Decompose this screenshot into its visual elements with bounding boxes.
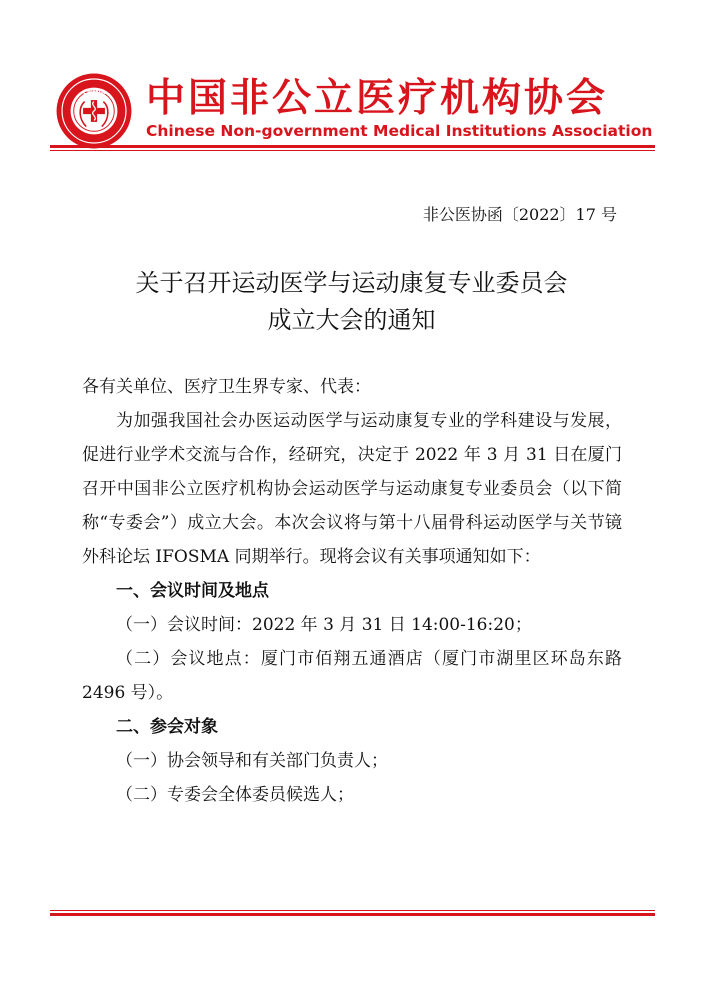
document-title-line2: 成立大会的通知	[267, 306, 436, 334]
paragraph-intro: 为加强我国社会办医运动医学与运动康复专业的学科建设与发展，促进行业学术交流与合作，经研究，决定于 2022 年 3 月 31 日在厦门召开中国非公立医疗机构协会运动医学与运动康复专业委员会（以下简称“专委会”）成立大会。本次会议将与第十八届骨科运动医学与关节镜外科论坛 IFOSMA 同期举行。现将会议有关事项通知如下：	[82, 411, 622, 567]
header-rule-thin	[50, 150, 655, 151]
section-2-item-2: （二）专委会全体委员候选人；	[116, 785, 354, 805]
document-title-line1: 关于召开运动医学与运动康复专业委员会	[135, 269, 568, 297]
footer-rule-thin	[50, 910, 655, 911]
organization-name-chinese: 中国非公立医疗机构协会	[146, 76, 609, 121]
association-seal-icon	[55, 72, 133, 150]
organization-name-english: Chinese Non-government Medical Institutions Association	[146, 122, 653, 140]
document-number: 非公医协函〔2022〕17 号	[422, 205, 617, 224]
salutation: 各有关单位、医疗卫生界专家、代表：	[82, 377, 371, 397]
section-2-item-1: （一）协会领导和有关部门负责人；	[116, 751, 388, 771]
section-1-item-2: （二）会议地点：厦门市佰翔五通酒店（厦门市湖里区环岛东路 2496 号）。	[82, 649, 622, 703]
header-rule-thick	[50, 145, 655, 148]
section-1-heading: 一、会议时间及地点	[116, 581, 269, 601]
svg-text:CNMIA: CNMIA	[82, 88, 106, 96]
document-body	[82, 370, 622, 812]
section-2-heading: 二、参会对象	[116, 717, 218, 737]
footer-rule-thick	[50, 913, 655, 916]
letterhead	[0, 0, 703, 160]
section-1-item-1: （一）会议时间：2022 年 3 月 31 日 14:00-16:20；	[116, 615, 532, 635]
